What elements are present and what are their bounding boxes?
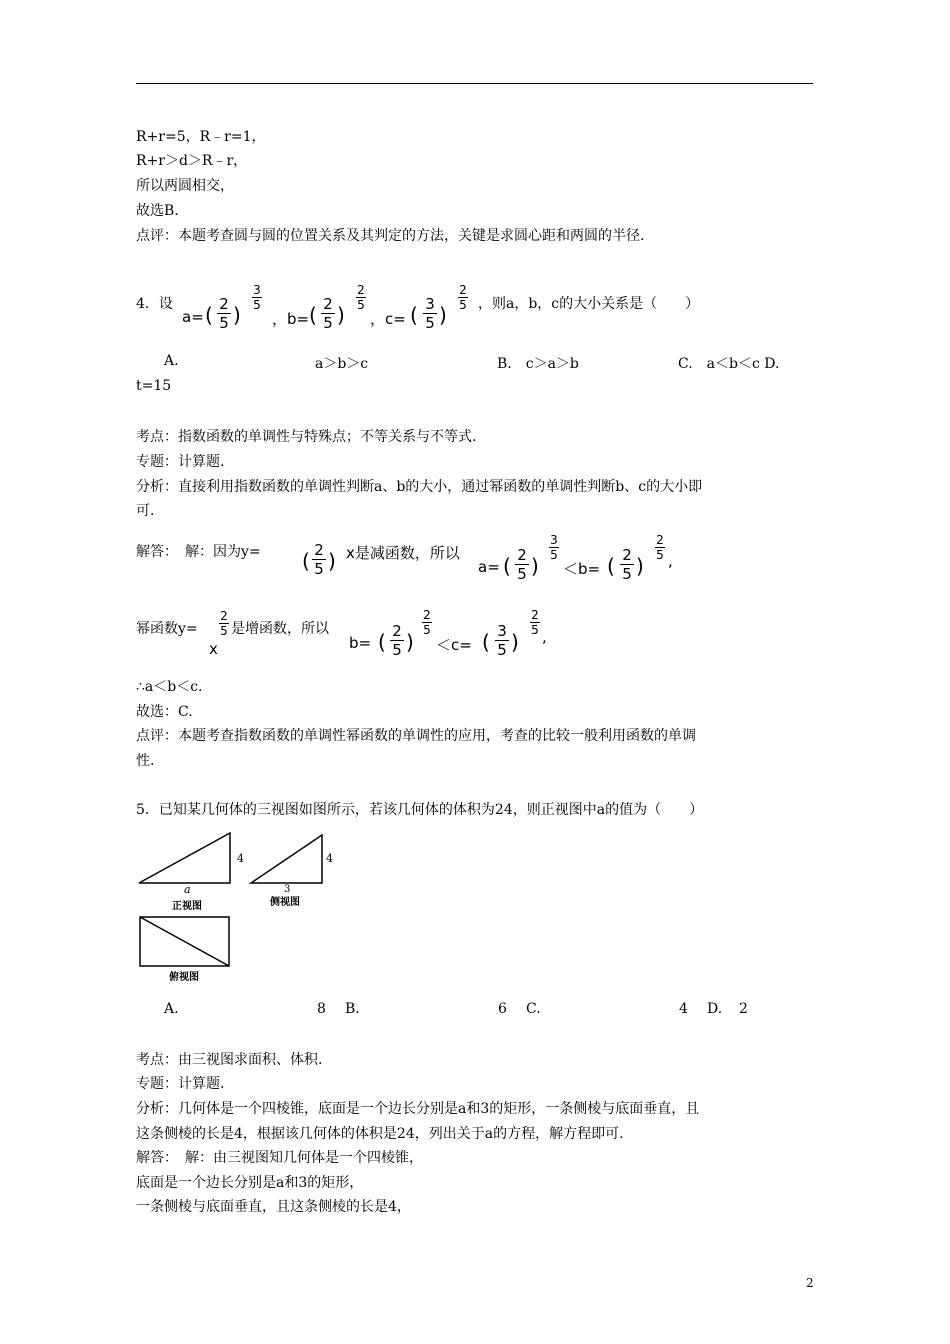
text-line: R+r=5，R﹣r=1， (136, 129, 266, 145)
q5-option-b-val: 6 (498, 1001, 507, 1017)
exponent-2-5: 2 5 (220, 609, 228, 638)
side-height-label: 4 (326, 852, 333, 865)
paren: ( (302, 549, 310, 573)
fenxi-line: 分析：直接利用指数函数的单调性判断a、b的大小，通过幂函数的单调性判断b、c的大小即 (136, 479, 703, 495)
jieda-line: 解答： 解：由三视图知几何体是一个四棱锥， (136, 1150, 423, 1166)
exponent-3-5: 3 5 (550, 533, 558, 562)
comma: , (668, 552, 673, 570)
exponent-2-5: 2 5 (656, 533, 664, 562)
text-line: R+r＞d＞R﹣r， (136, 153, 248, 169)
paren: ( (309, 303, 317, 327)
option-a-text: a＞b＞c (315, 356, 369, 372)
solution-line: 底面是一个边长分别是a和3的矩形， (136, 1175, 364, 1191)
dianping-line: 性. (136, 753, 155, 769)
q4-b-eq: ，b= (272, 310, 310, 328)
q4-a-eq: a= (182, 308, 204, 326)
option-a-label: A. (164, 353, 179, 369)
q5-option-a: A. (164, 1001, 179, 1017)
q5-option-d: D. (707, 1001, 723, 1017)
fraction-3-5: 3 5 (495, 623, 509, 658)
paren: ) (531, 554, 539, 578)
x-decreasing: x是减函数，所以 (346, 544, 460, 562)
fenxi-line: 可. (136, 503, 155, 519)
top-view-diagonal (140, 917, 229, 966)
paren: ) (511, 630, 519, 654)
option-d-cont: t=15 (136, 378, 172, 394)
fraction-2-5: 2 5 (312, 542, 326, 577)
kaodian-line: 考点：指数函数的单调性与特殊点；不等关系与不等式. (136, 429, 477, 445)
paren: ) (636, 554, 644, 578)
paren: ) (337, 303, 345, 327)
fraction-2-5: 2 5 (620, 547, 634, 582)
q5-option-c-val: 4 (679, 1001, 688, 1017)
q5-option-c: C. (526, 1001, 541, 1017)
top-view-label: 俯视图 (169, 972, 199, 983)
front-height-label: 4 (237, 852, 244, 865)
side-width-label: 3 (284, 884, 291, 895)
paren: ( (482, 630, 490, 654)
lt-b: ＜b= (563, 560, 601, 578)
paren: ( (205, 303, 213, 327)
zhuanti-line: 专题：计算题. (136, 454, 225, 470)
jieda-line: 解答： 解：因为y= (136, 544, 261, 560)
paren: ) (328, 549, 336, 573)
exponent-2-5: 2 5 (531, 608, 539, 637)
side-view-label: 侧视图 (270, 897, 300, 908)
therefore-line: ∴a＜b＜c. (136, 679, 203, 695)
three-view-figure (130, 830, 350, 990)
q5-stem: 5．已知某几何体的三视图如图所示，若该几何体的体积为24，则正视图中a的值为（ ） (136, 802, 704, 818)
text-line: 故选B. (136, 203, 179, 219)
paren: ) (439, 303, 447, 327)
zhuanti-line: 专题：计算题. (136, 1076, 225, 1092)
comma: , (542, 628, 547, 646)
q5-option-d-val: 2 (739, 1001, 748, 1017)
front-view-label: 正视图 (172, 901, 202, 912)
fraction-2-5: 2 5 (515, 547, 529, 582)
fraction-2-5: 2 5 (390, 623, 404, 658)
guxuan-line: 故选：C. (136, 704, 193, 720)
paren: ) (406, 630, 414, 654)
option-b: B. c＞a＞b (497, 356, 579, 372)
zeng-text: 是增函数，所以 (231, 621, 329, 637)
x-base: x (209, 640, 218, 658)
q5-option-b: B. (345, 1001, 360, 1017)
b-eq: b= (349, 634, 372, 652)
fenxi-line: 分析：几何体是一个四棱锥，底面是一个边长分别是a和3的矩形，一条侧棱与底面垂直，且 (136, 1101, 700, 1117)
solution-line: 一条侧棱与底面垂直，且这条侧棱的长是4， (136, 1199, 411, 1215)
exponent-3-5: 3 5 (253, 283, 261, 312)
comment-line: 点评：本题考查圆与圆的位置关系及其判定的方法，关键是求圆心距和两圆的半径. (136, 228, 645, 244)
front-a-label: a (184, 883, 191, 896)
q4-suffix: ，则a，b，c的大小关系是（ ） (478, 296, 700, 312)
exponent-2-5: 2 5 (423, 608, 431, 637)
paren: ( (378, 630, 386, 654)
fraction-2-5: 2 5 (217, 296, 231, 331)
fraction-2-5: 2 5 (321, 296, 335, 331)
exponent-2-5: 2 5 (357, 283, 365, 312)
paren: ( (607, 554, 615, 578)
dianping-line: 点评：本题考查指数函数的单调性幂函数的单调性的应用，考查的比较一般利用函数的单调 (136, 728, 696, 744)
front-view-triangle (139, 833, 230, 883)
lt-c: ＜c= (436, 636, 472, 654)
paren: ) (233, 303, 241, 327)
page-number: 2 (806, 1276, 814, 1290)
kaodian-line: 考点：由三视图求面积、体积. (136, 1052, 323, 1068)
q4-c-eq: ，c= (370, 310, 406, 328)
a-eq: a= (478, 558, 500, 576)
text-line: 所以两圆相交， (136, 178, 234, 194)
paren: ( (503, 554, 511, 578)
fenxi-line: 这条侧棱的长是4，根据该几何体的体积是24，列出关于a的方程，解方程即可. (136, 1126, 624, 1142)
exponent-2-5: 2 5 (459, 283, 467, 312)
side-view-triangle (251, 835, 322, 883)
q4-prefix: 4．设 (136, 296, 173, 312)
option-c: C. a＜b＜c D. (678, 356, 780, 372)
paren: ( (410, 303, 418, 327)
q5-option-a-val: 8 (317, 1001, 326, 1017)
fraction-3-5: 3 5 (423, 296, 437, 331)
mi-line: 幂函数y= (136, 621, 198, 637)
header-rule (136, 83, 813, 84)
